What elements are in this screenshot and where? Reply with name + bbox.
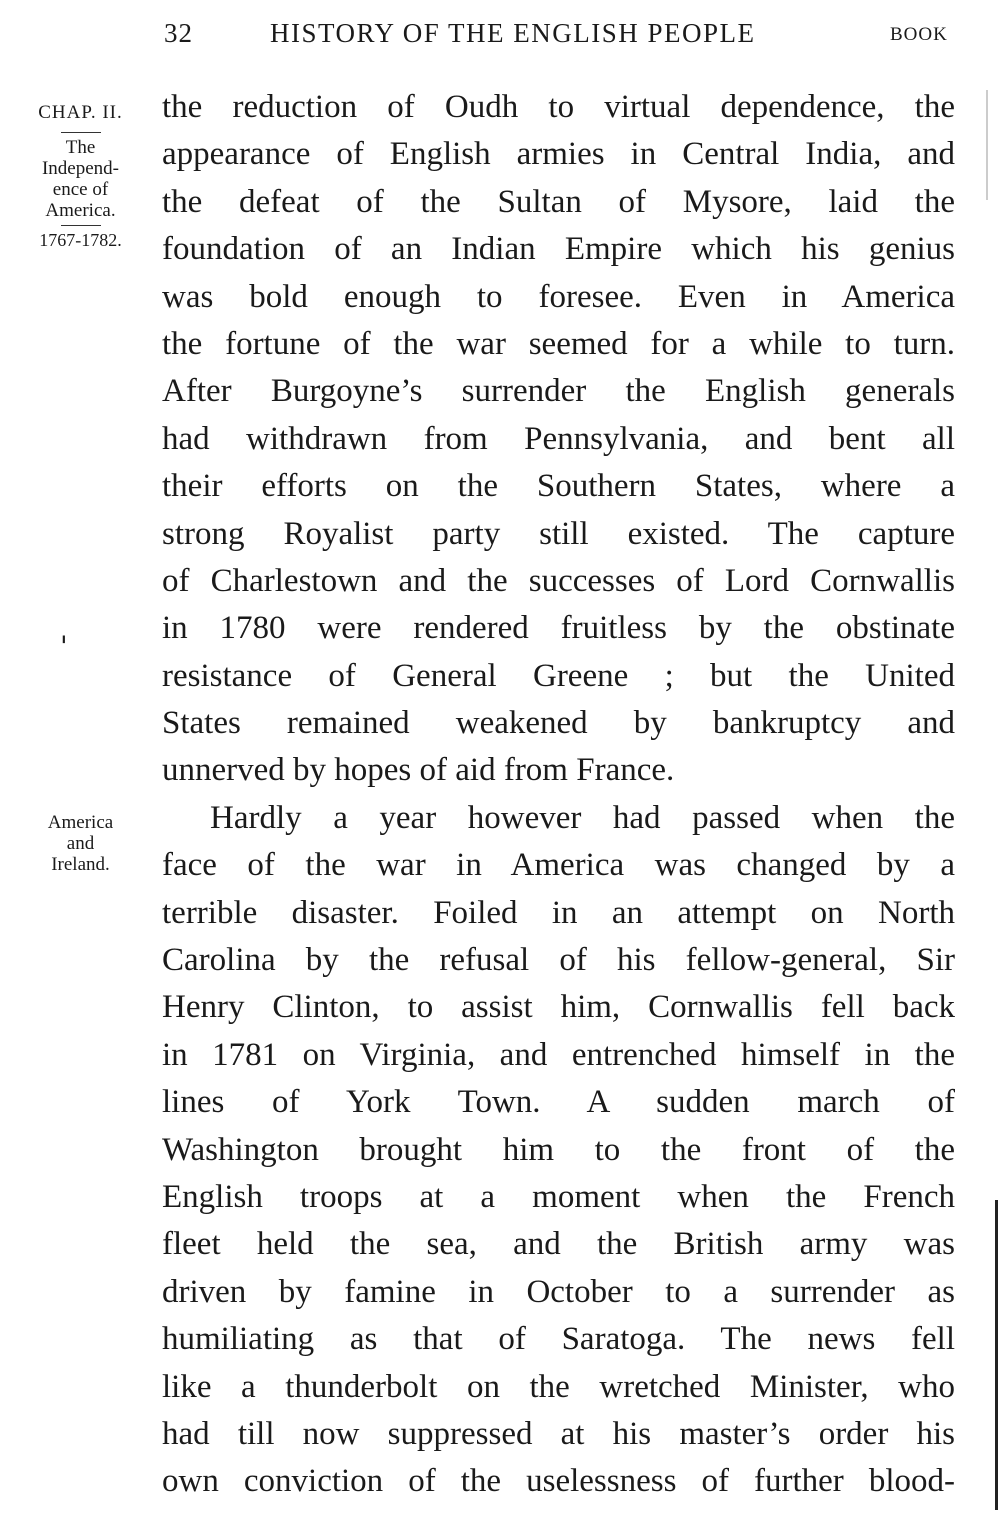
scan-edge-shadow <box>986 90 988 200</box>
text-line: was bold enough to foresee. Even in America <box>162 278 955 315</box>
topic-line: Independ- <box>41 158 120 179</box>
text-line: English troops at a moment when the French <box>162 1178 955 1215</box>
text-line: face of the war in America was changed by a <box>162 847 955 884</box>
text-line: own conviction of the uselessness of further blood- <box>162 1463 955 1500</box>
page-number: 32 <box>164 18 193 48</box>
section-line: America <box>47 812 114 833</box>
text-line: of Charlestown and the successes of Lord Cornwallis <box>162 562 955 599</box>
text-line: had withdrawn from Pennsylvania, and bent all <box>162 420 955 457</box>
text-line: After Burgoyne’s surrender the English generals <box>162 373 955 410</box>
text-line: fleet held the sea, and the British army was <box>162 1226 955 1263</box>
text-line: States remained weakened by bankruptcy and <box>162 705 955 742</box>
text-line: appearance of English armies in Central India, and <box>162 136 955 173</box>
section-sidenote <box>18 812 143 875</box>
text-line: humiliating as that of Saratoga. The news fell <box>162 1321 955 1358</box>
text-line: Carolina by the refusal of his fellow-general, Sir <box>162 942 955 979</box>
book-label: BOOK <box>890 24 948 45</box>
stray-ink-mark: ' <box>60 630 68 663</box>
text-line: lines of York Town. A sudden march of <box>162 1084 955 1121</box>
text-line: resistance of General Greene ; but the United <box>162 657 955 694</box>
topic-sidenote <box>18 128 143 251</box>
sidenote-rule <box>61 225 101 226</box>
section-line: and <box>66 833 95 854</box>
sidenote-rule <box>61 132 101 133</box>
text-line: the fortune of the war seemed for a while to turn. <box>162 325 955 362</box>
text-line: had till now suppressed at his master’s order his <box>162 1415 955 1452</box>
body-text <box>162 84 955 1506</box>
text-line: Henry Clinton, to assist him, Cornwallis fell back <box>162 989 955 1026</box>
text-line: the reduction of Oudh to virtual dependence, the <box>162 89 955 125</box>
text-line: the defeat of the Sultan of Mysore, laid the <box>162 183 955 220</box>
chapter-sidenote: CHAP. II. <box>38 102 123 123</box>
topic-line: The <box>65 137 96 158</box>
text-line: terrible disaster. Foiled in an attempt on North <box>162 894 955 931</box>
text-line: in 1781 on Virginia, and entrenched himself in the <box>162 1036 955 1073</box>
text-line: foundation of an Indian Empire which his genius <box>162 231 955 268</box>
text-line: their efforts on the Southern States, where a <box>162 468 955 505</box>
text-line: driven by famine in October to a surrender as <box>162 1273 955 1310</box>
running-header <box>0 18 1000 58</box>
text-line: in 1780 were rendered fruitless by the obstinate <box>162 610 955 647</box>
running-title: HISTORY OF THE ENGLISH PEOPLE <box>270 18 756 48</box>
text-line: strong Royalist party still existed. The capture <box>162 515 955 552</box>
scan-edge-shadow <box>995 1200 998 1510</box>
text-line: Washington brought him to the front of the <box>162 1131 955 1168</box>
text-line: like a thunderbolt on the wretched Minister, who <box>162 1368 955 1405</box>
topic-line: America. <box>45 200 116 221</box>
topic-line: ence of <box>52 179 109 200</box>
section-line: Ireland. <box>51 854 110 875</box>
date-range: 1767-1782. <box>39 230 122 250</box>
paragraph-start-line: Hardly a year however had passed when the <box>210 799 955 836</box>
paragraph-end-line: unnerved by hopes of aid from France. <box>162 752 675 789</box>
